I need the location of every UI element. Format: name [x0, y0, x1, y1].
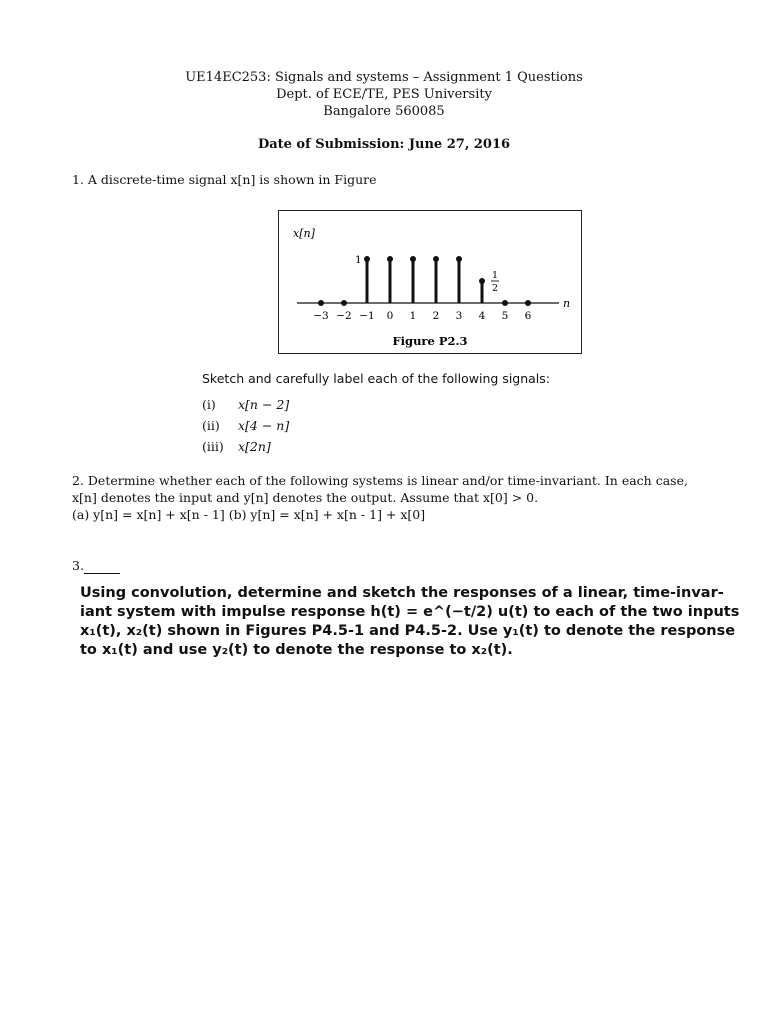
stem-point: [502, 300, 508, 306]
tick-label: 3: [455, 310, 463, 322]
value-label-one: 1: [355, 254, 362, 266]
tick-label: 4: [478, 310, 486, 322]
tick-label: 1: [409, 310, 417, 322]
tick-label: 5: [501, 310, 509, 322]
stem-point: [387, 256, 393, 262]
question-2-line-3: (a) y[n] = x[n] + x[n - 1] (b) y[n] = x[n] + x[n - 1] + x[0]: [72, 507, 426, 522]
item-expression: x[n − 2]: [238, 397, 290, 412]
question-3-text: [80, 584, 740, 660]
question-2-line-2: x[n] denotes the input and y[n] denotes the output. Assume that x[0] > 0.: [72, 490, 539, 505]
question-3-line-2: iant system with impulse response h(t) = e^(−t/2) u(t) to each of the two inputs: [80, 604, 740, 620]
figure-caption: Figure P2.3: [392, 334, 468, 348]
y-axis-label: x[n]: [293, 227, 315, 240]
header-line-3: Bangalore 560085: [323, 104, 445, 119]
stem-plot: [279, 211, 581, 353]
question-3-line-4: to x₁(t) and use y₂(t) to denote the response to x₂(t).: [80, 642, 513, 658]
tick-label: −2: [336, 310, 352, 322]
header-line-1: UE14EC253: Signals and systems – Assignment 1 Questions: [185, 70, 583, 85]
submission-date: Date of Submission: June 27, 2016: [257, 137, 511, 152]
tick-label: 2: [432, 310, 440, 322]
item-iii: [202, 439, 271, 454]
stem-point: [433, 256, 439, 262]
question-1-text: 1. A discrete-time signal x[n] is shown in Figure: [72, 172, 377, 187]
item-number: (ii): [202, 418, 220, 433]
question-3-line-3: x₁(t), x₂(t) shown in Figures P4.5-1 and P4.5-2. Use y₁(t) to denote the response: [80, 623, 736, 639]
tick-label: −1: [359, 310, 375, 322]
tick-label: −3: [313, 310, 329, 322]
value-label-half-numerator: 1: [491, 270, 499, 281]
question-3-line-1: Using convolution, determine and sketch the responses of a linear, time-invar-: [80, 585, 724, 601]
item-number: (i): [202, 397, 216, 412]
question-2-line-1: 2. Determine whether each of the following systems is linear and/or time-invariant. In each case,: [72, 473, 688, 488]
sketch-instruction: Sketch and carefully label each of the following signals:: [202, 371, 551, 386]
value-label-half-denominator: 2: [491, 283, 499, 294]
tick-label: 0: [386, 310, 394, 322]
figure-box: [278, 210, 582, 354]
question-3-label: 3.: [72, 557, 120, 574]
item-number: (iii): [202, 439, 224, 454]
stem-point: [456, 256, 462, 262]
item-ii: [202, 418, 289, 433]
stem-point: [410, 256, 416, 262]
stem-point: [479, 278, 485, 284]
stem-point: [318, 300, 324, 306]
item-expression: x[2n]: [238, 439, 271, 454]
stem-point: [341, 300, 347, 306]
item-expression: x[4 − n]: [238, 418, 290, 433]
x-axis-label: n: [563, 297, 571, 310]
header-line-2: Dept. of ECE/TE, PES University: [276, 87, 492, 102]
stem-point: [364, 256, 370, 262]
stem-point: [525, 300, 531, 306]
tick-label: 6: [524, 310, 532, 322]
item-i: [202, 397, 289, 412]
